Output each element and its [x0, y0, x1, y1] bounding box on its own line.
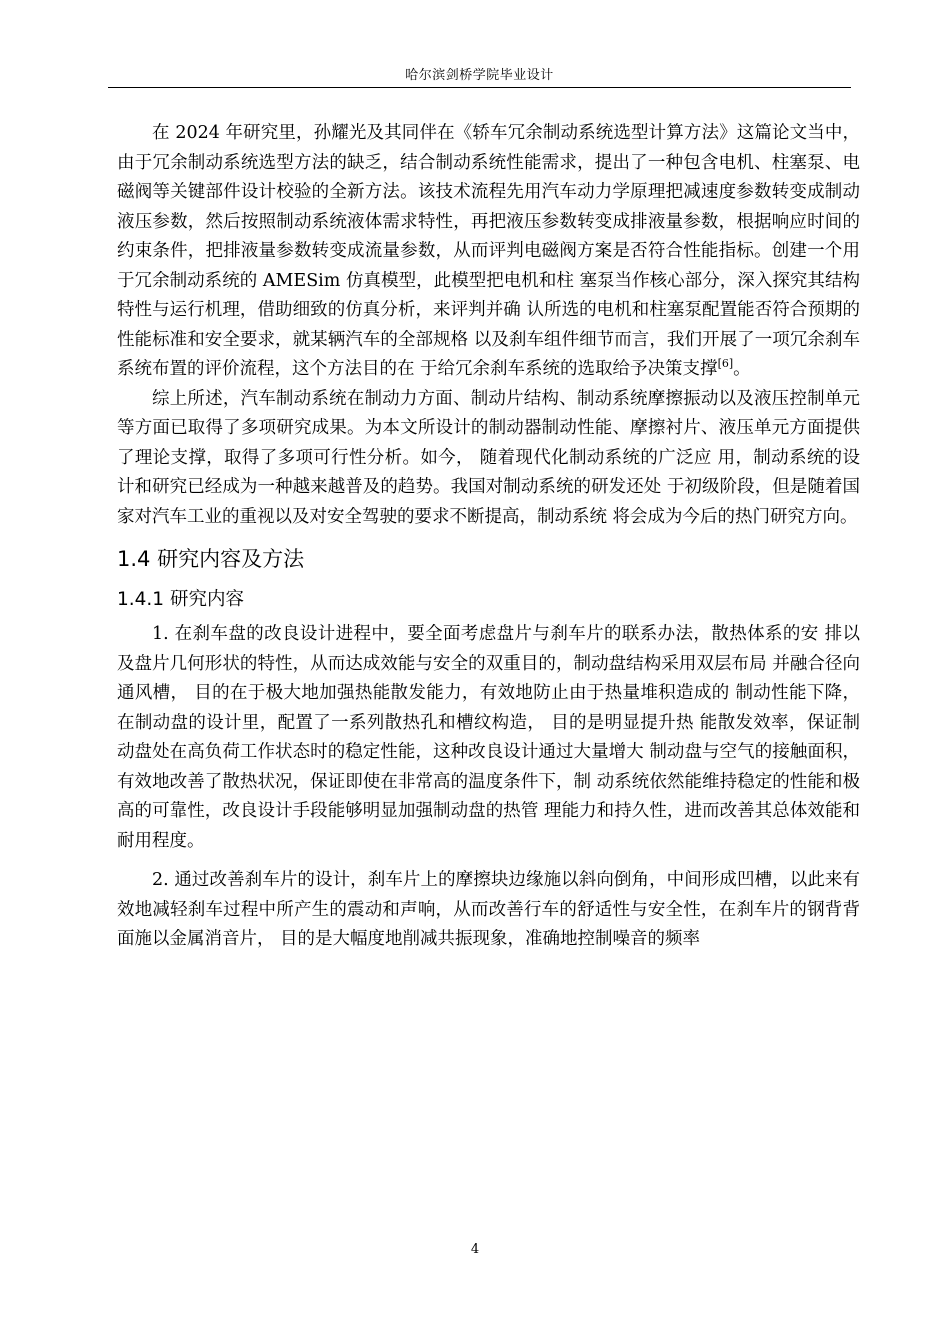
page-number: 4	[470, 1242, 480, 1257]
paragraph-1-end: 。	[733, 359, 751, 379]
paragraph-1-text: 在 2024 年研究里，孙耀光及其同伴在《轿车冗余制动系统选型计算方法》这篇论文当中，由于冗余制动系统选型方法的缺乏，结合制动系统性能需求，提出了一种包含电机、柱塞泵、电磁阀等关键部件设计校验的全新方法。该技术流程先用汽车动力学原理把减速度参数转变成制动液压参数，然后按照制动系统液体需求特性，再把液压参数转变成排液量参数，根据响应时间的约束条件，把排液量参数转变成流量参数，从而评判电磁阀方案是否符合性能指标。创建一个用于冗余制动系统的 AMESim 仿真模型，此模型把电机和柱 塞泵当作核心部分，深入探究其结构特性与运行机理，借助细致的仿真分析，来评判并确 认所选的电机和柱塞泵配置能否符合预期的性能标准和安全要求，就某辆汽车的全部规格 以及刹车组件细节而言，我们开展了一项冗余刹车系统布置的评价流程，这个方法目的在 于给冗余刹车系统的选取给予决策支撑	[117, 123, 860, 379]
subsection-heading: 1.4.1 研究内容	[117, 589, 244, 610]
page-body	[117, 119, 860, 955]
paragraph-1	[117, 119, 860, 385]
citation-ref: [6]	[717, 357, 734, 371]
paragraph-3: 1. 在刹车盘的改良设计进程中，要全面考虑盘片与刹车片的联系办法，散热体系的安 排以及盘片几何形状的特性，从而达成效能与安全的双重目的，制动盘结构采用双层布局 并融合径向通风槽， 目的在于极大地加强热能散发能力，有效地防止由于热量堆积造成的 制动性能下降，在制动盘的设计里，配置了一系列散热孔和槽纹构造， 目的是明显提升热 能散发效率，保证制动盘处在高负荷工作状态时的稳定性能，这种改良设计通过大量增大 制动盘与空气的接触面积，有效地改善了散热状况，保证即使在非常高的温度条件下，制 动系统依然能维持稳定的性能和极高的可靠性，改良设计手段能够明显加强制动盘的热管 理能力和持久性，进而改善其总体效能和耐用程度。	[117, 624, 860, 851]
running-header: 哈尔滨剑桥学院毕业设计	[405, 68, 554, 83]
section-heading: 1.4 研究内容及方法	[117, 547, 305, 571]
paragraph-2: 综上所述，汽车制动系统在制动力方面、制动片结构、制动系统摩擦振动以及液压控制单元等方面已取得了多项研究成果。为本文所设计的制动器制动性能、摩擦衬片、液压单元方面提供了理论支撑，取得了多项可行性分析。如今， 随着现代化制动系统的广泛应 用，制动系统的设计和研究已经成为一种越来越普及的趋势。我国对制动系统的研发还处 于初级阶段，但是随着国家对汽车工业的重视以及对安全驾驶的要求不断提高，制动系统 将会成为今后的热门研究方向。	[117, 388, 860, 527]
header-rule	[108, 87, 851, 88]
paragraph-4: 2. 通过改善刹车片的设计，刹车片上的摩擦块边缘施以斜向倒角，中间形成凹槽，以此来有效地减轻刹车过程中所产生的震动和声响，从而改善行车的舒适性与安全性，在刹车片的钢背背面施以金属消音片， 目的是大幅度地削减共振现象，准确地控制噪音的频率	[117, 870, 860, 949]
